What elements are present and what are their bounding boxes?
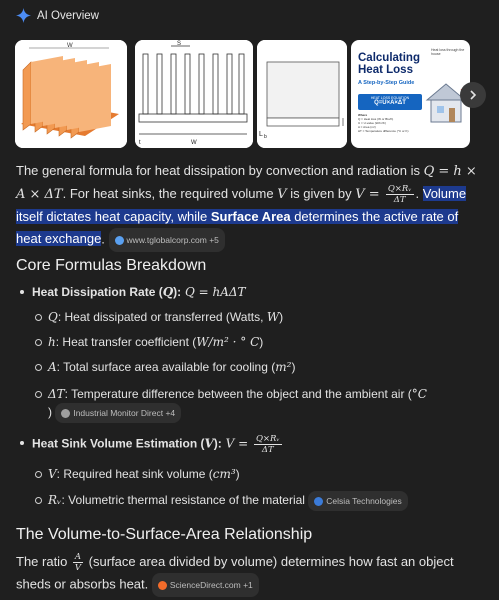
intro-paragraph: The general formula for heat dissipation by convection and radiation is Q = h × A × ΔT. For heat sinks, the required volume V is given by V = $\frac{\text{Q×Rᵥ}}{\Delta T}$ . Volume itself dictates heat capacity, while Surface Area determines the active rate of heat exchange. www.tglobalcorp.com +5 [16, 160, 486, 252]
ai-overview-header [16, 8, 99, 23]
source-chip-sciencedirect[interactable]: ScienceDirect.com +1 [152, 573, 259, 597]
thumb-eq-label: HEAT LOSS EQUATION [370, 96, 410, 100]
volume-fraction-2: $\frac{\text{Q×Rᵥ}}{\Delta T}$ [255, 434, 280, 455]
thumb-title-2: Heat Loss [358, 64, 413, 76]
diagram-label-s: S [177, 41, 182, 47]
bullet-icon [20, 441, 24, 445]
heat-loss-guide-thumbnail[interactable] [351, 40, 470, 148]
source-logo-icon [314, 497, 323, 506]
source-chip-industrial-monitor[interactable]: Industrial Monitor Direct +4 [55, 403, 181, 423]
sub-bullet-icon [35, 391, 42, 398]
house-illustration [425, 80, 467, 126]
sub-bullet-icon [35, 314, 42, 321]
thumb-line-3: A = Area (m²) [358, 125, 376, 129]
thumb-line-2: U = U-value (W/m²K) [358, 121, 386, 125]
sub-bullet-icon [35, 364, 42, 371]
section-title-core-formulas: Core Formulas Breakdown [16, 257, 207, 274]
globe-icon [115, 236, 124, 245]
chevron-right-icon [467, 89, 479, 101]
image-carousel [15, 40, 470, 148]
source-chip-celsia[interactable]: Celsia Technologies [308, 491, 407, 511]
diagram-label-w: W [67, 43, 73, 49]
thumb-eq: Q=U×A×ΔT [374, 100, 406, 106]
source-chip-tglobal[interactable]: www.tglobalcorp.com +5 [109, 228, 225, 252]
thumb-where: Where [358, 113, 368, 117]
sub-bullet-icon [35, 471, 42, 478]
heat-sink-3d-image[interactable] [15, 40, 127, 148]
heat-sink-side-diagram[interactable] [257, 40, 347, 148]
diagram-label-t: t [139, 140, 141, 146]
diagram-label-lb: L [259, 131, 263, 138]
bullet-icon [20, 290, 24, 294]
thumb-title-1: Calculating [358, 52, 420, 64]
volume-fraction: $\frac{\text{Q×Rᵥ}}{\Delta T}$ [387, 184, 412, 206]
highlighted-statement: Volume itself dictates heat capacity, while Surface Area determines the active rate of heat exchange [16, 186, 467, 247]
heat-sink-front-diagram[interactable] [135, 40, 253, 148]
section-title-volume-surface: The Volume-to-Surface-Area Relationship [16, 526, 313, 543]
source-logo-icon [158, 581, 167, 590]
ratio-fraction: $\frac{A}{V}$ [74, 552, 82, 574]
sparkle-icon [16, 8, 31, 23]
thumb-equation-box [358, 94, 422, 110]
diagram-label-w2: W [191, 140, 197, 146]
sub-bullet-icon [35, 339, 42, 346]
thumb-line-1: Q = Heat loss (W or Btu/h) [358, 117, 394, 121]
ai-overview-title: AI Overview [37, 9, 99, 22]
thumb-subtitle: A Step-by-Step Guide [358, 80, 415, 86]
sub-bullet-icon [35, 497, 42, 504]
thumb-side-label: Heat loss through the house [431, 48, 465, 56]
ratio-paragraph: The ratio $\frac{A}{V}$ (surface area divided by volume) determines how fast an object sheds or absorbs heat. ScienceDirect.com +1 [16, 551, 486, 597]
source-logo-icon [61, 409, 70, 418]
carousel-next-button[interactable] [460, 82, 486, 108]
diagram-label-lb-sub: b [264, 134, 267, 140]
thumb-line-4: ΔT = Temperature difference (°C or K) [358, 129, 409, 133]
